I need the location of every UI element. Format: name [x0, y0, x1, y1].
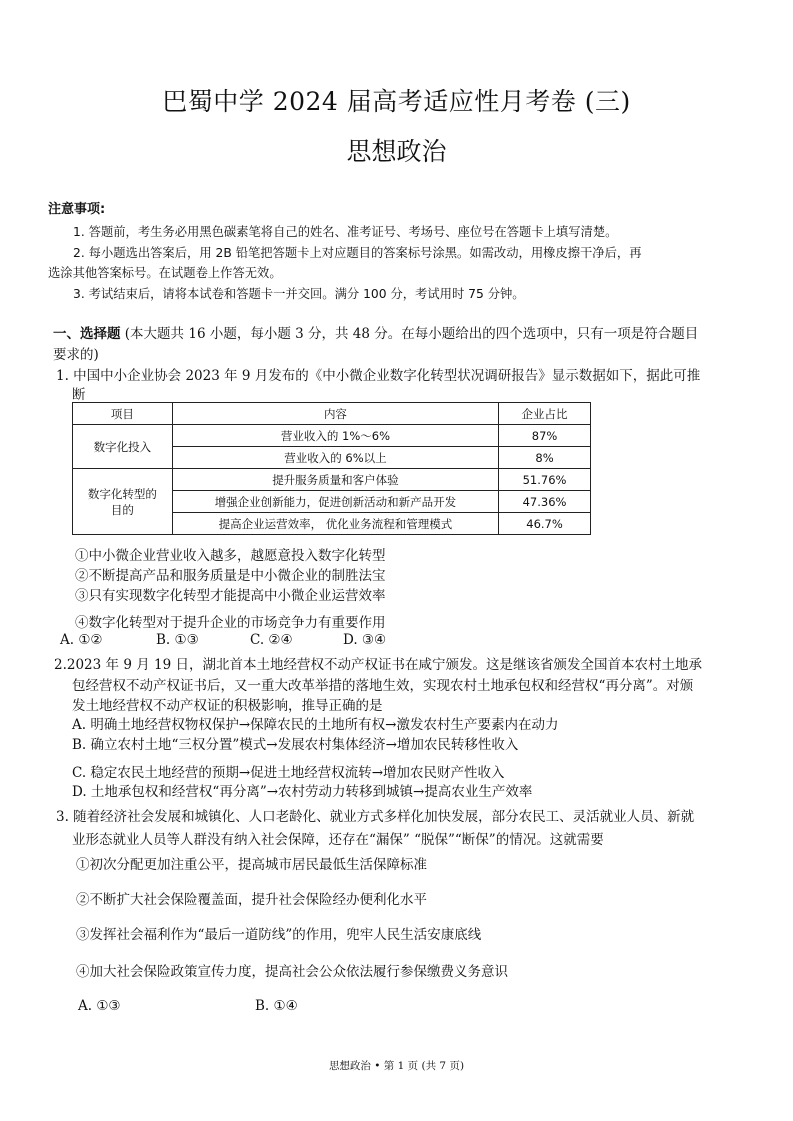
section-instructions: (本大题共 16 小题，每小题 3 分，共 48 分。在每小题给出的四个选项中，只有一项是符合题目 [120, 326, 699, 342]
q1-option-d: D. ③④ [343, 632, 387, 648]
table-cell: 51.76% [499, 469, 591, 491]
section-label: 一、选择题 [53, 326, 121, 342]
page-footer: 思想政治 • 第 1 页 (共 7 页) [328, 1060, 465, 1072]
table-group-cell [73, 469, 173, 535]
table-header-cell: 企业占比 [499, 403, 591, 425]
q1-option-b: B. ①③ [156, 632, 199, 648]
q1-statement-1: ①中小微企业营业收入越多，越愿意投入数字化转型 [75, 548, 386, 564]
table-cell: 87% [499, 425, 591, 447]
q1-data-table [72, 402, 591, 535]
table-header-row [73, 403, 591, 425]
q1-stem-cont: 断 [72, 387, 86, 403]
q1-statement-3: ③只有实现数字化转型才能提高中小微企业运营效率 [75, 588, 386, 604]
q3-option-a: A. ①③ [78, 998, 121, 1014]
q2-stem-cont-2: 发土地经营权不动产权证的积极影响，推导正确的是 [72, 698, 383, 714]
notice-item-1: 1. 答题前，考生务必用黑色碳素笔将自己的姓名、准考证号、考场号、座位号在答题卡上填写清楚。 [73, 225, 618, 239]
subject-title: 思想政治 [346, 137, 447, 166]
q1-option-a: A. ①② [60, 632, 103, 648]
section-instructions-cont: 要求的) [53, 347, 99, 363]
table-group-cell: 数字化投入 [73, 425, 173, 469]
section-heading [53, 322, 698, 342]
table-row [73, 425, 591, 447]
table-cell: 8% [499, 447, 591, 469]
group-label-line: 目的 [110, 502, 134, 517]
table-cell: 增强企业创新能力，促进创新活动和新产品开发 [172, 491, 498, 513]
q2-option-d: D. 土地承包权和经营权“再分离”→农村劳动力转移到城镇→提高农业生产效率 [72, 784, 533, 800]
group-label-line: 数字化转型的 [87, 486, 157, 501]
notice-heading: 注意事项: [48, 202, 106, 217]
q3-stem: 3. 随着经济社会发展和城镇化、人口老龄化、就业方式多样化加快发展，部分农民工、灵活就业人员、新就 [56, 809, 695, 825]
notice-item-3: 3. 考试结束后，请将本试卷和答题卡一并交回。满分 100 分，考试用时 75 分钟。 [73, 287, 525, 301]
q2-option-c: C. 稳定农民土地经营的预期→促进土地经营权流转→增加农民财产性收入 [72, 765, 505, 781]
q1-statement-4: ④数字化转型对于提升企业的市场竞争力有重要作用 [75, 615, 386, 631]
notice-item-2: 2. 每小题选出答案后，用 2B 铅笔把答题卡上对应题目的答案标号涂黑。如需改动，用橡皮擦干净后，再 [73, 246, 642, 260]
q2-option-a: A. 明确土地经营权物权保护→保障农民的土地所有权→激发农村生产要素内在动力 [72, 717, 559, 733]
notice-item-2-cont: 选涂其他答案标号。在试题卷上作答无效。 [48, 266, 282, 280]
q1-option-c: C. ②④ [250, 632, 293, 648]
exam-title: 巴蜀中学 2024 届高考适应性月考卷 (三) [162, 87, 631, 116]
q2-stem-cont-1: 包经营权不动产权证书后，又一重大改革举措的落地生效，实现农村土地承包权和经营权“再分离”。对颁 [72, 678, 694, 694]
q3-statement-4: ④加大社会保险政策宣传力度，提高社会公众依法履行参保缴费义务意识 [76, 964, 508, 980]
q3-statement-3: ③发挥社会福利作为“最后一道防线”的作用，兜牢人民生活安康底线 [76, 927, 482, 943]
q2-option-b: B. 确立农村土地“三权分置”模式→发展农村集体经济→增加农民转移性收入 [72, 737, 519, 753]
q3-stem-cont: 业形态就业人员等人群没有纳入社会保障，还存在“漏保” “脱保”“断保”的情况。这就需要 [72, 832, 604, 848]
table-cell: 46.7% [499, 513, 591, 535]
q1-statement-2: ②不断提高产品和服务质量是中小微企业的制胜法宝 [75, 568, 386, 584]
table-header-cell: 项目 [73, 403, 173, 425]
table-cell: 提升服务质量和客户体验 [172, 469, 498, 491]
q1-stem: 1. 中国中小企业协会 2023 年 9 月发布的《中小微企业数字化转型状况调研报告》显示数据如下，据此可推 [56, 368, 701, 384]
table-row [73, 469, 591, 491]
table-cell: 营业收入的 1%～6% [172, 425, 498, 447]
table-cell: 47.36% [499, 491, 591, 513]
table-cell: 提高企业运营效率， 优化业务流程和管理模式 [172, 513, 498, 535]
table-header-cell: 内容 [172, 403, 498, 425]
q3-statement-1: ①初次分配更加注重公平，提高城市居民最低生活保障标准 [76, 857, 427, 873]
q3-statement-2: ②不断扩大社会保险覆盖面，提升社会保险经办便利化水平 [76, 892, 427, 908]
q3-option-b: B. ①④ [255, 998, 298, 1014]
q2-stem: 2.2023 年 9 月 19 日，湖北首本土地经营权不动产权证书在咸宁颁发。这是继该省颁发全国首本农村土地承 [54, 657, 702, 673]
table-cell: 营业收入的 6%以上 [172, 447, 498, 469]
